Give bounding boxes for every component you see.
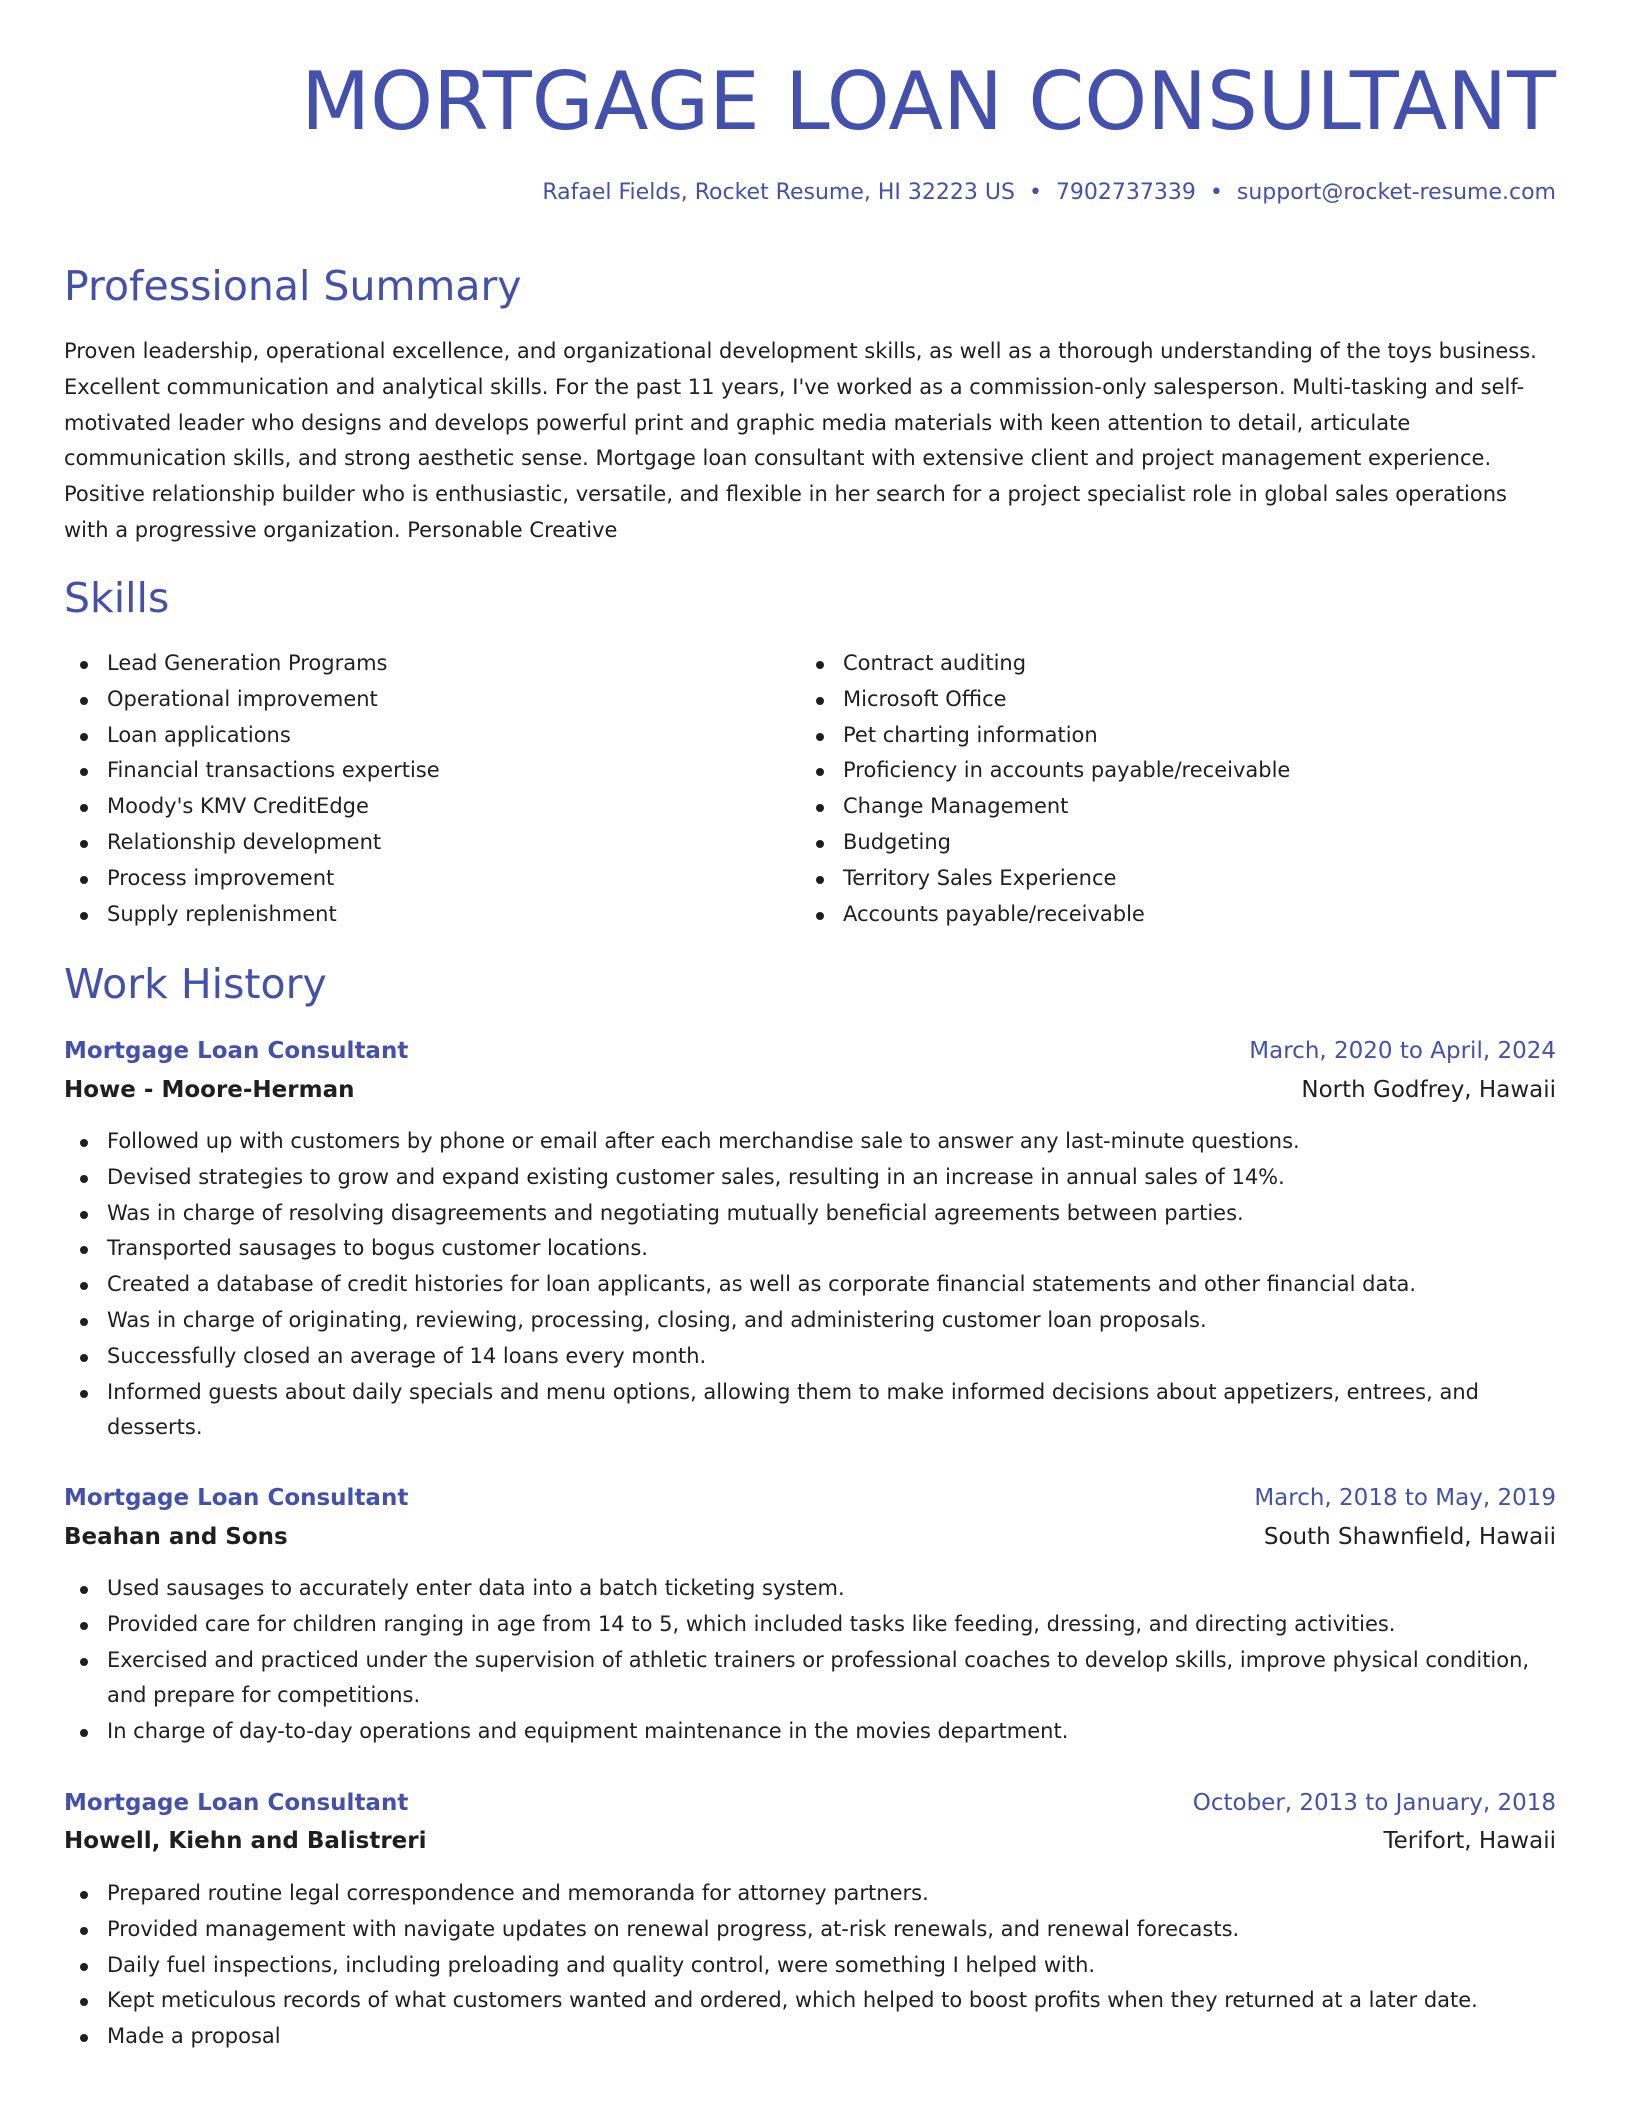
- skill-item: Process improvement: [64, 861, 764, 897]
- skill-item: Loan applications: [64, 718, 764, 754]
- contact-separator: •: [1028, 180, 1042, 205]
- job-bullet: Used sausages to accurately enter data into a batch ticketing system.: [64, 1571, 1556, 1607]
- job-bullet: Created a database of credit histories for loan applicants, as well as corporate financial statements and other financial data.: [64, 1267, 1556, 1303]
- job-bullets: [64, 1571, 1556, 1750]
- job-location: North Godfrey, Hawaii: [1301, 1077, 1556, 1103]
- job-bullet: Transported sausages to bogus customer locations.: [64, 1231, 1556, 1267]
- job-location: Terifort, Hawaii: [1383, 1828, 1556, 1854]
- job-dates: October, 2013 to January, 2018: [1192, 1790, 1556, 1816]
- job-bullet: Made a proposal: [64, 2019, 1556, 2055]
- job-dates: March, 2020 to April, 2024: [1249, 1038, 1556, 1064]
- skill-item: Accounts payable/receivable: [800, 897, 1556, 933]
- skill-item: Relationship development: [64, 825, 764, 861]
- contact-email: support@rocket-resume.com: [1236, 180, 1556, 205]
- contact-line: [542, 178, 1556, 208]
- job-bullets: [64, 1876, 1556, 2055]
- job-title: Mortgage Loan Consultant: [64, 1485, 409, 1511]
- job-bullet: Successfully closed an average of 14 loans every month.: [64, 1339, 1556, 1375]
- skill-item: Proficiency in accounts payable/receivable: [800, 753, 1556, 789]
- job-company: Beahan and Sons: [64, 1524, 288, 1550]
- job-bullet: Was in charge of originating, reviewing, processing, closing, and administering customer loan proposals.: [64, 1303, 1556, 1339]
- skill-item: Pet charting information: [800, 718, 1556, 754]
- job-title: Mortgage Loan Consultant: [64, 1038, 409, 1064]
- skill-item: Financial transactions expertise: [64, 753, 764, 789]
- job-bullet: Prepared routine legal correspondence and memoranda for attorney partners.: [64, 1876, 1556, 1912]
- skills-list-left: [64, 646, 764, 932]
- job-bullet: Devised strategies to grow and expand existing customer sales, resulting in an increase in annual sales of 14%.: [64, 1160, 1556, 1196]
- job-bullet: In charge of day-to-day operations and equipment maintenance in the movies department.: [64, 1714, 1556, 1750]
- resume-title: MORTGAGE LOAN CONSULTANT: [301, 55, 1556, 148]
- contact-phone: 7902737339: [1055, 180, 1196, 205]
- skill-item: Budgeting: [800, 825, 1556, 861]
- skill-item: Operational improvement: [64, 682, 764, 718]
- skill-item: Moody's KMV CreditEdge: [64, 789, 764, 825]
- job-bullet: Provided management with navigate updates on renewal progress, at-risk renewals, and renewal forecasts.: [64, 1912, 1556, 1948]
- job-bullet: Exercised and practiced under the supervision of athletic trainers or professional coaches to develop skills, improve physical condition, and prepare for competitions.: [64, 1643, 1556, 1715]
- summary-heading: Professional Summary: [64, 262, 522, 310]
- contact-separator: •: [1209, 180, 1223, 205]
- job-bullet: Was in charge of resolving disagreements and negotiating mutually beneficial agreements between parties.: [64, 1196, 1556, 1232]
- skill-item: Microsoft Office: [800, 682, 1556, 718]
- job-dates: March, 2018 to May, 2019: [1254, 1485, 1556, 1511]
- skills-list-right: [800, 646, 1556, 932]
- job-bullet: Followed up with customers by phone or email after each merchandise sale to answer any last-minute questions.: [64, 1124, 1556, 1160]
- job-bullets: [64, 1124, 1556, 1446]
- skills-heading: Skills: [64, 574, 170, 622]
- skill-item: Supply replenishment: [64, 897, 764, 933]
- job-company: Howe - Moore-Herman: [64, 1077, 355, 1103]
- skill-item: Contract auditing: [800, 646, 1556, 682]
- job-location: South Shawnfield, Hawaii: [1263, 1524, 1556, 1550]
- job-bullet: Kept meticulous records of what customers wanted and ordered, which helped to boost profits when they returned at a later date.: [64, 1983, 1556, 2019]
- summary-text: Proven leadership, operational excellence, and organizational development skills, as well as a thorough understanding of the toys business. Excellent communication and analytical skills. For the past 11 years, I've worked as a commission-only salesperson. Multi-tasking and self-motivated leader who designs and develops powerful print and graphic media materials with keen attention to detail, articulate communication skills, and strong aesthetic sense. Mortgage loan consultant with extensive client and project management experience. Positive relationship builder who is enthusiastic, versatile, and flexible in her search for a project specialist role in global sales operations with a progressive organization. Personable Creative: [64, 339, 1537, 542]
- skill-item: Change Management: [800, 789, 1556, 825]
- job-company: Howell, Kiehn and Balistreri: [64, 1828, 427, 1854]
- contact-address: Rafael Fields, Rocket Resume, HI 32223 US: [542, 180, 1015, 205]
- skill-item: Lead Generation Programs: [64, 646, 764, 682]
- job-bullet: Informed guests about daily specials and menu options, allowing them to make informed decisions about appetizers, entrees, and desserts.: [64, 1375, 1556, 1447]
- skill-item: Territory Sales Experience: [800, 861, 1556, 897]
- job-bullet: Provided care for children ranging in age from 14 to 5, which included tasks like feeding, dressing, and directing activities.: [64, 1607, 1556, 1643]
- work-history-heading: Work History: [64, 960, 327, 1008]
- job-title: Mortgage Loan Consultant: [64, 1790, 409, 1816]
- job-bullet: Daily fuel inspections, including preloading and quality control, were something I helped with.: [64, 1948, 1556, 1984]
